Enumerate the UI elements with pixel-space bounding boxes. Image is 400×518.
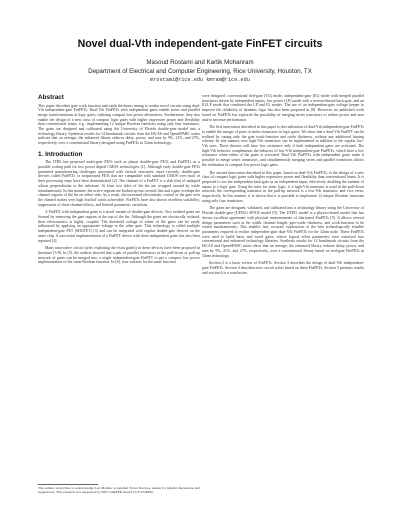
footnote: The authors would like to acknowledge Leo Mathew at Applied Novel Devices, Austin for helpful discussions and suggestions. This research was supported by NSF CAREER Award CCF-0746850. xyxy=(38,486,200,495)
introduction-heading: 1. Introduction xyxy=(38,150,83,158)
body-paragraph: The second innovation described in this paper, based on dual-Vth FinFETs, is the design of a new class of compact logic gates with higher expressive power and flexibility than conventional forms. It is proposed to use the independent back-gate as an independent input, effectively doubling the number of inputs to a logic gate. Using the rules for static logic, if a high-Vth transistor is used in the pull-down network, the corresponding transistor in the pull-up network is a low-Vth transistor, and vice versa, respectively. In this manner, it is shown that it is possible to implement 12 unique Boolean functions using only four transistors. xyxy=(202,170,364,203)
abstract-heading: Abstract xyxy=(38,94,64,101)
body-paragraph: Section 2 is a basic review of FinFETs. Section 3 describes the design of dual-Vth independent-gate FinFETs. Section 4 describes new circuit styles based on these FinFETs. Section 5 presents results and section 6 is a conclusion. xyxy=(202,261,364,275)
author-list: Masoud Rostami and Kartik Mohanram xyxy=(146,59,254,66)
abstract-text: This paper describes gate work function and oxide thickness tuning to realize novel circuits using dual-Vth independent-gate FinFETs. Dual-Vth FinFETs with independent gates enable series and parallel merge transformations in logic gates, realizing compact low power alternatives. Furthermore, they also enable the design of a new class of compact logic gates with higher expressive power and flexibility than conventional forms, e.g., implementing 12 unique Boolean functions using only four transistors. The gates are designed and calibrated using the University of Florida double-gate model into a technology library. Synthesis results for 14 benchmark circuits from the ISCAS and OpenSPARC suites indicate that on average, the enhanced library reduces delay, power, and area by 9%, 21%, and 27%, respectively, over a conventional library designed using FinFETs in 32nm technology. xyxy=(38,103,200,146)
body-paragraph: The gates are designed, validated, and calibrated into a technology library using the University of Florida double-gate (UFDG) SPICE model [9]. The UFDG model is a physics-based model that has shown excellent agreement with physical measurements of fabricated FinFETs [9]. It allows several design parameters such as fin width, channel length, gate-oxide thickness, and work-function to be varied simultaneously. This enables fast, accurate exploration of the best technologically feasible parameters required to realize independent-gate dual-Vth FinFETs for the 32nm node. These FinFETs were used to build basic and novel gates, whose logical effort parameters were extracted into conventional and enhanced technology libraries. Synthesis results for 14 benchmark circuits from the ISCAS and OpenSPARC suites show that on average, the enhanced library reduces delay, power, and area by 9%, 21%, and 27%, respectively, over a conventional library based on tied-gate FinFETs in 32nm technology. xyxy=(202,206,364,258)
right-column xyxy=(202,94,364,278)
author-emails: mrostami@rice.edu kmram@rice.edu xyxy=(150,77,250,83)
intro-paragraph: The ITRS has proposed multi-gate FETs such as planar double-gate FETs and FinFETs as a possible scaling path for low power digital CMOS technologies [1]. Although early double-gate FETs presented manufacturing challenges associated with vertical structures, more recently, double-gate devices called FinFETs or wraparound FETs that are compatible with standard CMOS over most of their processing steps have been demonstrated [2]. The channel of a FinFET is a slab (fin) of undoped silicon perpendicular to the substrate. At least two sides of the fin are wrapped around by oxide simultaneously. In this manner, the active regions are broken up into several fins and a gate overlaps the channel regions of the fin on either side. As a result, the increased electrostatic control of the gate over the channel makes very high Ion/Ioff ratios achievable. FinFETs have also shown excellent scalability, suppression of short channel effects, and limited parametric variations. xyxy=(38,160,200,207)
body-paragraph: were designed: conventional tied-gate (TG) mode, independent-gate (IG) mode with merged parallel transistors driven by independent inputs, low power (LP) mode with a reverse-biased back-gate, and an IG/LP mode that combined the LP and IG modes. The use of an independent-gate voltage keeper to improve the reliability of dynamic logic has also been proposed in [8]. However, no published work found on FinFETs has explored the possibility of merging series transistors to reduce power and area and/or increase performance. xyxy=(202,94,364,122)
intro-paragraph: A FinFET with independent gates is a novel variant of double-gate devices. Two isolated gates are formed by removing the gate regions at the top of the fin. Although the gates are electrically isolated, their electrostatics is highly coupled. The threshold voltage of either of the gates can be easily influenced by applying an appropriate voltage to the other gate. This technology is called multiple independent-gate FET (MIGFET) [3] and can be integrated with regular double-gate devices on the same chip. A successful implementation of a FinFET device with three independent gates has also been reported [4]. xyxy=(38,210,200,243)
footnote-divider xyxy=(38,484,98,485)
body-paragraph: The first innovation described in this paper is the realization of dual-Vth independent-gate FinFETs to enable the merger of pairs of series transistors in logic gates. We show that a dual-Vth FinFET can be realized by tuning only the gate work-function and oxide thickness, without any additional biasing scheme. In this manner, new high-Vth transistors can be implemented in addition to the regular low-Vth ones. These devices will have low resistance only if both independent gates are activated. The high-Vth behavior complements the behavior of low-Vth independent-gate FinFETs, which have a low resistance when either of the gates is activated. Dual-Vth FinFETs with independent gates make it possible to merge series transistors, and simultaneously merging series and parallel transistors allows the realization of compact low power logic gates. xyxy=(202,125,364,167)
paper-title: Novel dual-Vth independent-gate FinFET circuits xyxy=(77,38,323,50)
left-column xyxy=(38,94,200,268)
affiliation: Department of Electrical and Computer Engineering, Rice University, Houston, TX xyxy=(88,68,312,75)
intro-paragraph: Many innovative circuit styles exploiting the extra gate(s) in these devices have been proposed in literature [5-8]. In [5], the authors showed that a pair of parallel transistors in the pull-down or pull-up network of gates can be merged into a single independent-gate FinFET to get a compact low power implementation of the same Boolean function. In [6], four variants for the same function xyxy=(38,246,200,265)
